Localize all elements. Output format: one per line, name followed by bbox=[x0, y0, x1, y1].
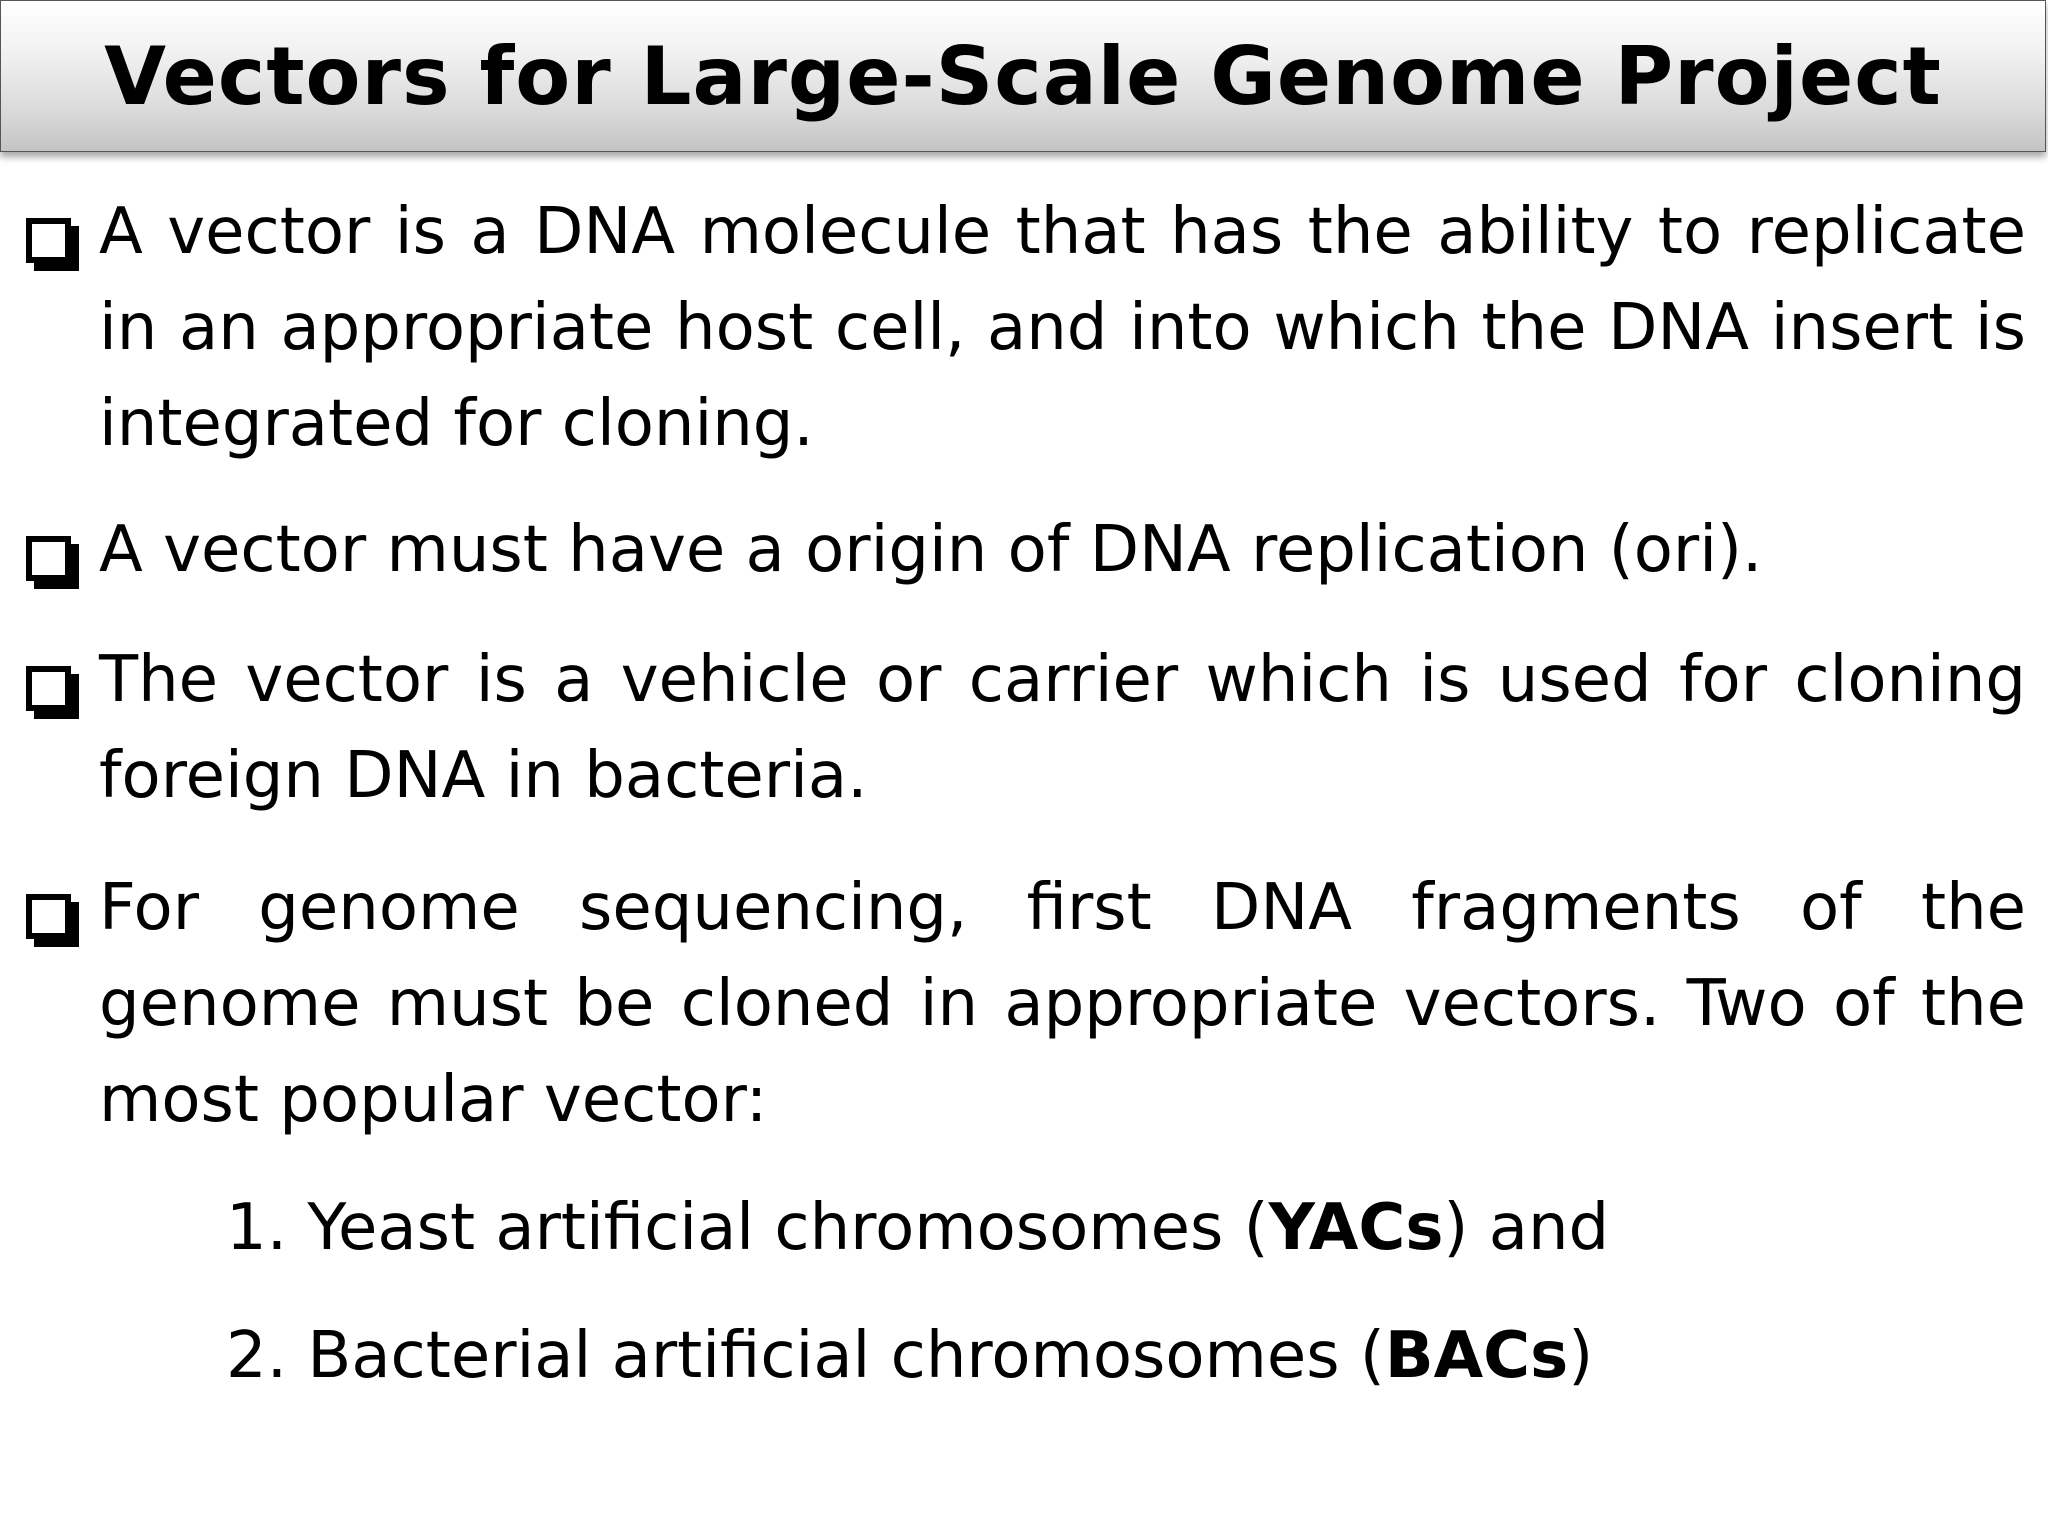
bullet-text: A vector is a DNA molecule that has the ability to replicate in an appropriate host cell, and into which the DNA insert is integrated for cloning. bbox=[99, 195, 2026, 461]
bullet-text: The vector is a vehicle or carrier which is used for cloning foreign DNA in bacteria. bbox=[99, 643, 2026, 813]
slide-content bbox=[24, 0, 2026, 1536]
numbered-item-abbreviation: YACs bbox=[1268, 1191, 1444, 1265]
checkbox-bullet-icon bbox=[26, 666, 71, 711]
numbered-item-yacs bbox=[226, 1180, 1609, 1276]
checkbox-bullet-icon bbox=[26, 894, 71, 939]
bullet-text: For genome sequencing, first DNA fragments of the genome must be cloned in appropriate vectors. Two of the most popular vector: bbox=[99, 871, 2026, 1137]
numbered-item-abbreviation: BACs bbox=[1384, 1319, 1569, 1393]
slide-title: Vectors for Large-Scale Genome Project bbox=[104, 29, 1942, 123]
checkbox-bullet-icon bbox=[26, 218, 71, 263]
numbered-item-text: ) and bbox=[1443, 1191, 1610, 1265]
numbered-item-text: ) bbox=[1568, 1319, 1594, 1393]
numbered-item-text: 1. Yeast artificial chromosomes ( bbox=[226, 1191, 1269, 1265]
numbered-item-bacs bbox=[226, 1308, 1593, 1404]
checkbox-bullet-icon bbox=[26, 536, 71, 581]
numbered-item-text: 2. Bacterial artificial chromosomes ( bbox=[226, 1319, 1385, 1393]
bullet-text: A vector must have a origin of DNA replication (ori). bbox=[99, 513, 1763, 587]
